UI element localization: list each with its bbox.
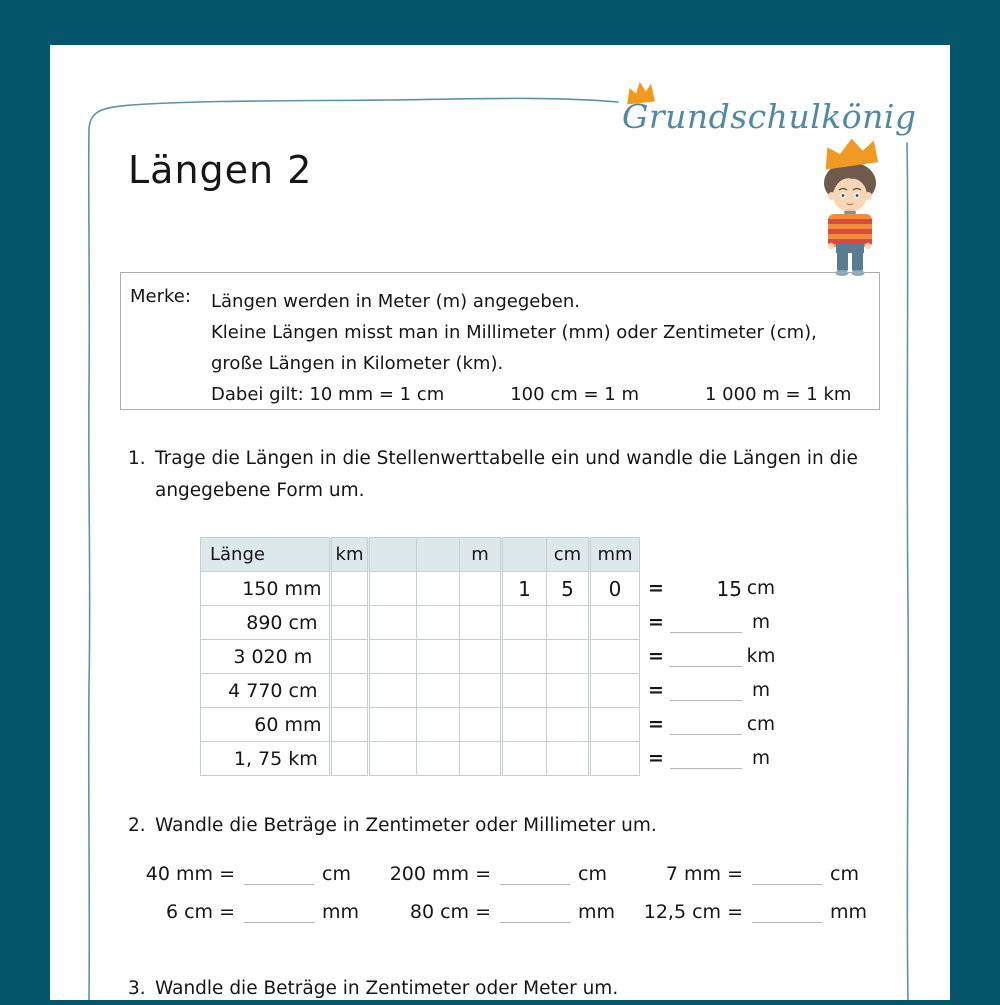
- digit-cell: [331, 640, 369, 674]
- conversion-blank: [500, 864, 570, 885]
- task1-text-line1: Trage die Längen in die Stellenwerttabelle ein und wandle die Längen in die: [155, 448, 858, 469]
- task1-heading: [128, 443, 858, 507]
- answer-unit: m: [751, 747, 771, 769]
- conversion-unit: cm: [578, 863, 607, 885]
- table-row: [201, 674, 640, 708]
- digit-cell: [417, 640, 460, 674]
- answer-unit: cm: [746, 577, 776, 599]
- task2-heading: [128, 810, 657, 842]
- digit-cell: [369, 640, 417, 674]
- table-row: [201, 572, 640, 606]
- answer-unit: km: [746, 645, 776, 667]
- conversion-blank: [244, 902, 314, 923]
- length-cell: 1, 75 km: [201, 742, 331, 776]
- header-km: km: [331, 538, 369, 572]
- digit-cell: [590, 742, 640, 776]
- digit-cell: [547, 708, 590, 742]
- conversion-blank: [752, 902, 822, 923]
- digit-cell: 1: [502, 572, 547, 606]
- digit-cell: [369, 606, 417, 640]
- equals-sign: =: [648, 611, 664, 633]
- conversion-item: [112, 893, 364, 931]
- digit-cell: [502, 606, 547, 640]
- digit-cell: [547, 674, 590, 708]
- length-cell: 4 770 cm: [201, 674, 331, 708]
- result-row: [648, 741, 780, 775]
- digit-cell: [331, 742, 369, 776]
- merke-rule: 100 cm = 1 m: [510, 384, 639, 405]
- answer-unit: m: [751, 679, 771, 701]
- result-row: [648, 639, 780, 673]
- task1-text-line2: angegebene Form um.: [155, 480, 365, 501]
- task2-number: 2.: [128, 815, 146, 836]
- digit-cell: [331, 606, 369, 640]
- digit-cell: [369, 742, 417, 776]
- conversion-label: 200 mm =: [389, 863, 491, 885]
- digit-cell: 5: [547, 572, 590, 606]
- conversion-unit: cm: [830, 863, 859, 885]
- result-row: [648, 673, 780, 707]
- digit-cell: [590, 606, 640, 640]
- merke-rule: 1 000 m = 1 km: [704, 384, 852, 405]
- conversion-exercises: [112, 855, 872, 931]
- table-results-column: [648, 571, 780, 775]
- header-laenge: Länge: [201, 538, 331, 572]
- conversion-item: [620, 893, 872, 931]
- conversion-item: [364, 893, 620, 931]
- digit-cell: [547, 640, 590, 674]
- page-title: Längen 2: [128, 148, 313, 192]
- length-cell: 890 cm: [201, 606, 331, 640]
- digit-cell: [369, 708, 417, 742]
- place-value-table: [200, 537, 640, 776]
- conversion-unit: mm: [578, 901, 616, 923]
- conversion-unit: mm: [322, 901, 360, 923]
- conversion-blank: [752, 864, 822, 885]
- digit-cell: [460, 674, 502, 708]
- header-mm: mm: [590, 538, 640, 572]
- answer-blank: [670, 713, 742, 735]
- digit-cell: [502, 674, 547, 708]
- digit-cell: [502, 742, 547, 776]
- digit-cell: [502, 708, 547, 742]
- equals-sign: =: [648, 645, 664, 667]
- conversion-label: 7 mm =: [665, 863, 743, 885]
- merke-rules: [211, 379, 851, 410]
- length-cell: 60 mm: [201, 708, 331, 742]
- conversion-item: [112, 855, 364, 893]
- worksheet-page: [50, 45, 950, 1000]
- merke-rule: Dabei gilt: 10 mm = 1 cm: [211, 384, 445, 405]
- length-cell: 150 mm: [201, 572, 331, 606]
- task3-number: 3.: [128, 978, 146, 999]
- header-cm: cm: [547, 538, 590, 572]
- table-header-row: [201, 538, 640, 572]
- digit-cell: 0: [590, 572, 640, 606]
- table-row: [201, 606, 640, 640]
- conversion-label: 12,5 cm =: [643, 901, 743, 923]
- merke-label: Merke:: [130, 286, 191, 307]
- conversion-unit: mm: [830, 901, 868, 923]
- answer-blank: [670, 611, 742, 633]
- answer-value: 15: [716, 577, 742, 601]
- digit-cell: [547, 606, 590, 640]
- merke-line: große Längen in Kilometer (km).: [211, 353, 504, 374]
- equals-sign: =: [648, 577, 664, 599]
- equals-sign: =: [648, 679, 664, 701]
- digit-cell: [590, 640, 640, 674]
- length-cell: 3 020 m: [201, 640, 331, 674]
- conversion-blank: [244, 864, 314, 885]
- table-row: [201, 708, 640, 742]
- answer-blank: [670, 679, 742, 701]
- table-row: [201, 742, 640, 776]
- digit-cell: [417, 708, 460, 742]
- conversion-item: [364, 855, 620, 893]
- merke-text: [211, 286, 851, 410]
- answer-unit: m: [751, 611, 771, 633]
- digit-cell: [331, 572, 369, 606]
- header-dm: [502, 538, 547, 572]
- merke-line: Kleine Längen misst man in Millimeter (mm) oder Zentimeter (cm),: [211, 322, 817, 343]
- conversion-unit: cm: [322, 863, 351, 885]
- header-m: m: [460, 538, 502, 572]
- task3-heading: [128, 973, 618, 1005]
- digit-cell: [460, 640, 502, 674]
- digit-cell: [417, 572, 460, 606]
- boy-with-crown-illustration: [804, 137, 896, 277]
- conversion-label: 40 mm =: [145, 863, 235, 885]
- result-row: [648, 605, 780, 639]
- answer-blank: [670, 747, 742, 769]
- digit-cell: [460, 742, 502, 776]
- task3-text: Wandle die Beträge in Zentimeter oder Meter um.: [155, 978, 619, 999]
- merke-line: Längen werden in Meter (m) angegeben.: [211, 291, 580, 312]
- conversion-blank: [500, 902, 570, 923]
- task1-number: 1.: [128, 448, 146, 469]
- answer-unit: cm: [746, 713, 776, 735]
- merke-box: [120, 272, 880, 410]
- digit-cell: [460, 572, 502, 606]
- digit-cell: [331, 708, 369, 742]
- logo-text: Grundschulkönig: [622, 97, 917, 136]
- digit-cell: [502, 640, 547, 674]
- digit-cell: [460, 606, 502, 640]
- result-row: [648, 707, 780, 741]
- task2-text: Wandle die Beträge in Zentimeter oder Millimeter um.: [155, 815, 657, 836]
- digit-cell: [369, 674, 417, 708]
- equals-sign: =: [648, 713, 664, 735]
- digit-cell: [417, 674, 460, 708]
- digit-cell: [590, 674, 640, 708]
- equals-sign: =: [648, 747, 664, 769]
- table-row: [201, 640, 640, 674]
- conversion-label: 80 cm =: [409, 901, 491, 923]
- digit-cell: [590, 708, 640, 742]
- conversion-label: 6 cm =: [165, 901, 235, 923]
- conversion-item: [620, 855, 872, 893]
- digit-cell: [417, 606, 460, 640]
- digit-cell: [369, 572, 417, 606]
- digit-cell: [460, 708, 502, 742]
- header-dam: [417, 538, 460, 572]
- digit-cell: [331, 674, 369, 708]
- header-hm: [369, 538, 417, 572]
- answer-blank: [670, 645, 742, 667]
- digit-cell: [417, 742, 460, 776]
- logo: [610, 81, 920, 143]
- digit-cell: [547, 742, 590, 776]
- result-row: [648, 571, 780, 605]
